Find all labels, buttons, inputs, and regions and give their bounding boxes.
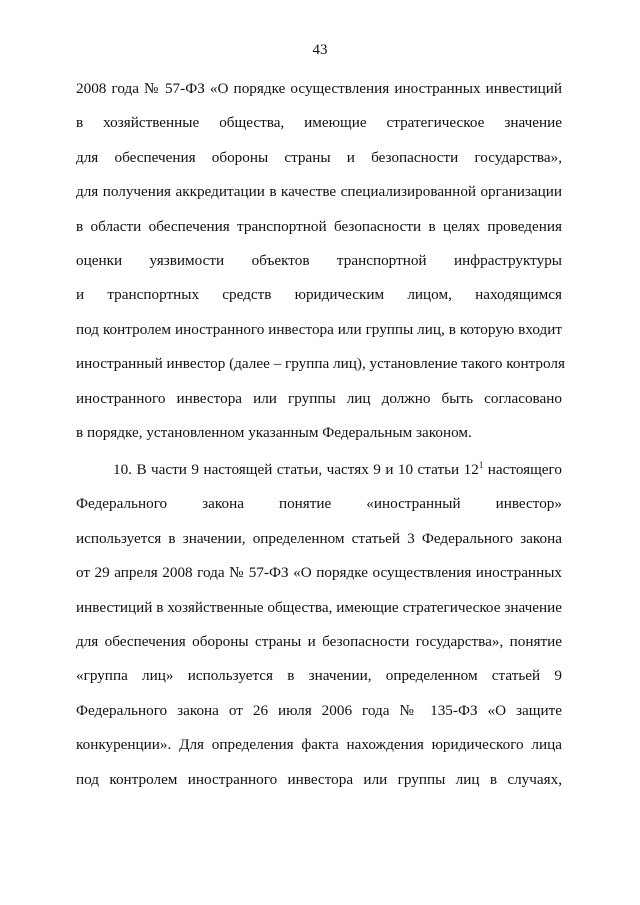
text-line: под контролем иностранного инвестора или группы лиц, в которую входит [76,320,562,338]
text-line: в области обеспечения транспортной безопасности в целях проведения [76,217,562,235]
text-line: иностранный инвестор (далее – группа лиц), установление такого контроля [76,355,565,373]
text-segment: настоящего [483,461,562,478]
text-line: Федерального закона от 26 июля 2006 года № 135-ФЗ «О защите [76,701,562,719]
text-segment: 10. В части 9 настоящей статьи, частях 9 и 10 статьи 12 [113,461,479,478]
text-line: конкуренции». Для определения факта нахождения юридического лица [76,736,562,754]
text-line: используется в значении, определенном статьей 3 Федерального закона [76,529,562,547]
text-line: в хозяйственные общества, имеющие стратегическое значение [76,114,562,132]
text-line-first [76,453,562,487]
text-line: в порядке, установленном указанным Федеральным законом. [76,423,472,441]
paragraph-continuation [76,72,565,450]
text-line: 2008 года № 57-ФЗ «О порядке осуществления иностранных инвестиций [76,80,562,97]
text-line: оценки уязвимости объектов транспортной инфраструктуры [76,251,562,269]
text-line: иностранного инвестора или группы лиц должно быть согласовано [76,389,562,407]
text-line: «группа лиц» используется в значении, определенном статьей 9 [76,667,562,685]
text-line: и транспортных средств юридическим лицом, находящимся [76,286,562,304]
text-line: инвестиций в хозяйственные общества, имеющие стратегическое значение [76,598,562,616]
text-line: от 29 апреля 2008 года № 57-ФЗ «О порядке осуществления иностранных [76,564,562,582]
page-number: 43 [312,42,328,58]
text-line: для получения аккредитации в качестве специализированной организации [76,183,562,201]
text-line: под контролем иностранного инвестора или группы лиц в случаях, [76,770,562,788]
text-line: Федерального закона понятие «иностранный инвестор» [76,495,562,513]
text-line: для обеспечения обороны страны и безопасности государства», понятие [76,632,562,650]
text-line: для обеспечения обороны страны и безопасности государства», [76,148,562,166]
superscript: 1 [478,460,484,470]
paragraph-10 [76,453,562,797]
